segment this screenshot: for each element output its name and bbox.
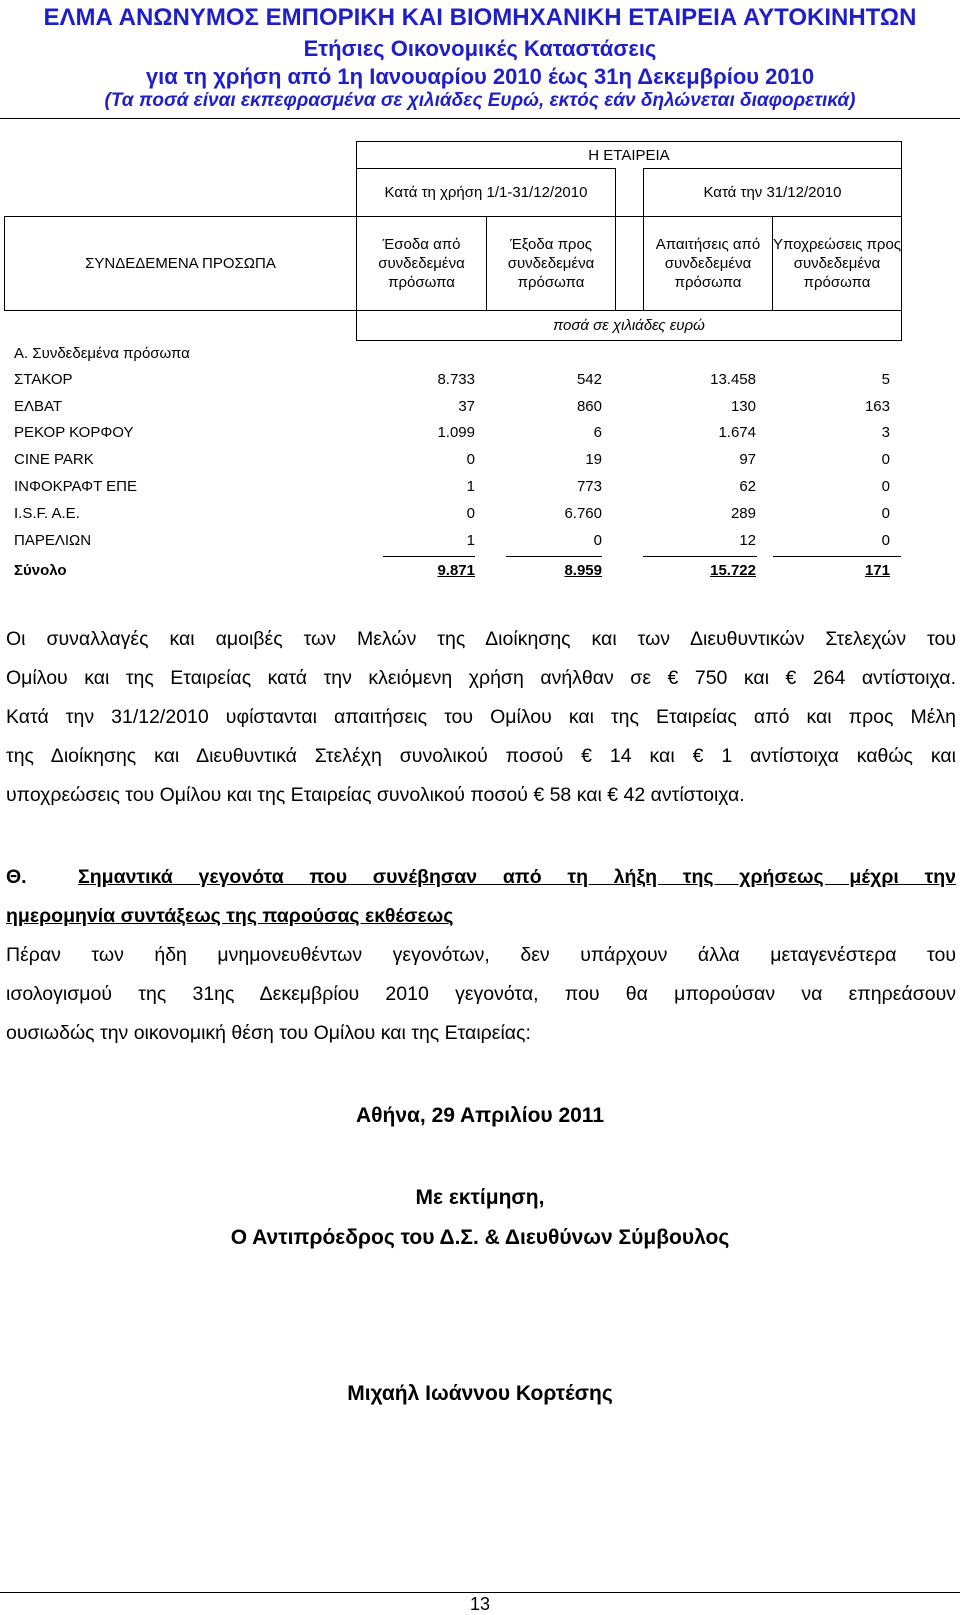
units-caption: ποσά σε χιλιάδες ευρώ bbox=[553, 317, 705, 334]
row-name: I.S.F. A.E. bbox=[14, 505, 80, 522]
place-date: Αθήνα, 29 Απριλίου 2011 bbox=[355, 1104, 605, 1127]
total-label: Σύνολο bbox=[14, 562, 67, 579]
table-row bbox=[0, 451, 960, 471]
company-title: ΕΛΜΑ ΑΝΩΝΥΜΟΣ ΕΜΠΟΡΙΚΗ ΚΑΙ ΒΙΟΜΗΧΑΝΙΚΗ ΕΤΑΙΡΕΙΑ ΑΥΤΟΚΙΝΗΤΩΝ bbox=[43, 4, 917, 31]
date-header: Κατά την 31/12/2010 bbox=[703, 184, 842, 201]
row-name: ΡΕΚΟΡ ΚΟΡΦΟΥ bbox=[14, 424, 134, 441]
cell-expenses: 542 bbox=[576, 371, 602, 388]
signatory-role: Ο Αντιπρόεδρος του Δ.Σ. & Διευθύνων Σύμβουλος bbox=[230, 1226, 730, 1249]
row-name: ΙΝΦΟΚΡΑΦΤ ΕΠΕ bbox=[14, 478, 137, 495]
amounts-note: (Τα ποσά είναι εκπεφρασμένα σε χιλιάδες Ευρώ, εκτός εάν δηλώνεται διαφορετικά) bbox=[104, 90, 856, 111]
col-receivables-header: Απαιτήσεις από συνδεδεμένα πρόσωπα bbox=[655, 236, 761, 291]
table-row bbox=[0, 398, 960, 418]
total-receivables: 15.722 bbox=[710, 562, 756, 579]
cell-liabilities: 0 bbox=[881, 505, 890, 522]
row-name: ΠΑΡΕΛΙΩΝ bbox=[14, 532, 92, 549]
subsequent-events-paragraph bbox=[6, 936, 956, 1053]
cell-receivables: 130 bbox=[730, 398, 756, 415]
table-row bbox=[0, 424, 960, 444]
header-divider bbox=[0, 118, 960, 119]
management-transactions-paragraph bbox=[6, 620, 956, 815]
cell-income: 37 bbox=[458, 398, 475, 415]
signatory-name: Μιχαήλ Ιωάννου Κορτέσης bbox=[347, 1382, 613, 1405]
cell-receivables: 1.674 bbox=[718, 424, 756, 441]
total-income: 9.871 bbox=[437, 562, 475, 579]
paragraph-line: Κατά την 31/12/2010 υφίστανται απαιτήσεις του Ομίλου και της Εταιρείας από και προς Μέλη bbox=[6, 706, 956, 728]
cell-income: 0 bbox=[466, 505, 475, 522]
cell-receivables: 13.458 bbox=[710, 371, 756, 388]
cell-expenses: 0 bbox=[593, 532, 602, 549]
paragraph-line: Οι συναλλαγές και αμοιβές των Μελών της Διοίκησης και των Διευθυντικών Στελεχών του bbox=[6, 628, 956, 650]
section-title-line1: Σημαντικά γεγονότα που συνέβησαν από τη λήξη της χρήσεως μέχρι την bbox=[78, 866, 957, 888]
table-row bbox=[0, 371, 960, 391]
total-liabilities: 171 bbox=[864, 562, 890, 579]
cell-receivables: 12 bbox=[739, 532, 756, 549]
total-expenses: 8.959 bbox=[564, 562, 602, 579]
total-row bbox=[0, 562, 960, 582]
cell-liabilities: 0 bbox=[881, 532, 890, 549]
cell-liabilities: 5 bbox=[881, 371, 890, 388]
cell-receivables: 289 bbox=[730, 505, 756, 522]
row-name: ΕΛΒΑΤ bbox=[14, 398, 63, 415]
section-theta-heading bbox=[6, 858, 956, 936]
paragraph-line: Ομίλου και της Εταιρείας κατά την κλειόμενη χρήση ανήλθαν σε € 750 και € 264 αντίστοιχα. bbox=[6, 667, 956, 689]
related-parties-header: ΣΥΝΔΕΔΕΜΕΝΑ ΠΡΟΣΩΠΑ bbox=[85, 255, 276, 272]
section-label: Α. Συνδεδεμένα πρόσωπα bbox=[14, 345, 190, 362]
table-row bbox=[0, 532, 960, 552]
cell-expenses: 773 bbox=[576, 478, 602, 495]
closing-regards: Με εκτίμηση, bbox=[415, 1186, 545, 1209]
col-income-header: Έσοδα από συνδεδεμένα πρόσωπα bbox=[378, 236, 465, 291]
section-title-line2: ημερομηνία συντάξεως της παρούσας εκθέσεως bbox=[6, 905, 454, 927]
paragraph-line: της Διοίκησης και Διευθυντικά Στελέχη συνολικού ποσού € 14 και € 1 αντίστοιχα καθώς και bbox=[6, 745, 956, 767]
cell-liabilities: 0 bbox=[881, 451, 890, 468]
col-expenses-header: Έξοδα προς συνδεδεμένα πρόσωπα bbox=[507, 236, 595, 291]
cell-income: 1 bbox=[466, 532, 475, 549]
section-number: Θ. bbox=[6, 866, 27, 888]
col-liabilities-header: Υποχρεώσεις προς συνδεδεμένα πρόσωπα bbox=[773, 236, 902, 291]
period-title: για τη χρήση από 1η Ιανουαρίου 2010 έως 31η Δεκεμβρίου 2010 bbox=[145, 64, 815, 89]
cell-liabilities: 163 bbox=[864, 398, 890, 415]
cell-liabilities: 3 bbox=[881, 424, 890, 441]
cell-liabilities: 0 bbox=[881, 478, 890, 495]
cell-income: 1.099 bbox=[437, 424, 475, 441]
statements-title: Ετήσιες Οικονομικές Καταστάσεις bbox=[303, 36, 657, 61]
table-row bbox=[0, 505, 960, 525]
cell-expenses: 19 bbox=[585, 451, 602, 468]
paragraph-line: υποχρεώσεις του Ομίλου και της Εταιρείας συνολικού ποσού € 58 και € 42 αντίστοιχα. bbox=[6, 784, 745, 806]
cell-receivables: 62 bbox=[739, 478, 756, 495]
paragraph-line: ουσιωδώς την οικονομική θέση του Ομίλου και της Εταιρείας: bbox=[6, 1022, 531, 1044]
period-header: Κατά τη χρήση 1/1-31/12/2010 bbox=[384, 184, 588, 201]
paragraph-line: Πέραν των ήδη μνημονευθέντων γεγονότων, δεν υπάρχουν άλλα μεταγενέστερα του bbox=[6, 944, 956, 966]
row-name: ΣΤΑΚΟΡ bbox=[14, 371, 73, 388]
cell-expenses: 6.760 bbox=[564, 505, 602, 522]
entity-header: Η ΕΤΑΙΡΕΙΑ bbox=[588, 146, 670, 164]
cell-expenses: 860 bbox=[576, 398, 602, 415]
table-row bbox=[0, 478, 960, 498]
row-name: CINE PARK bbox=[14, 451, 94, 468]
cell-expenses: 6 bbox=[593, 424, 602, 441]
page-number: 13 bbox=[469, 1594, 491, 1614]
cell-income: 1 bbox=[466, 478, 475, 495]
cell-income: 8.733 bbox=[437, 371, 475, 388]
footer-divider bbox=[0, 1592, 960, 1593]
cell-receivables: 97 bbox=[739, 451, 756, 468]
cell-income: 0 bbox=[466, 451, 475, 468]
paragraph-line: ισολογισμού της 31ης Δεκεμβρίου 2010 γεγονότα, που θα μπορούσαν να επηρεάσουν bbox=[6, 983, 956, 1005]
